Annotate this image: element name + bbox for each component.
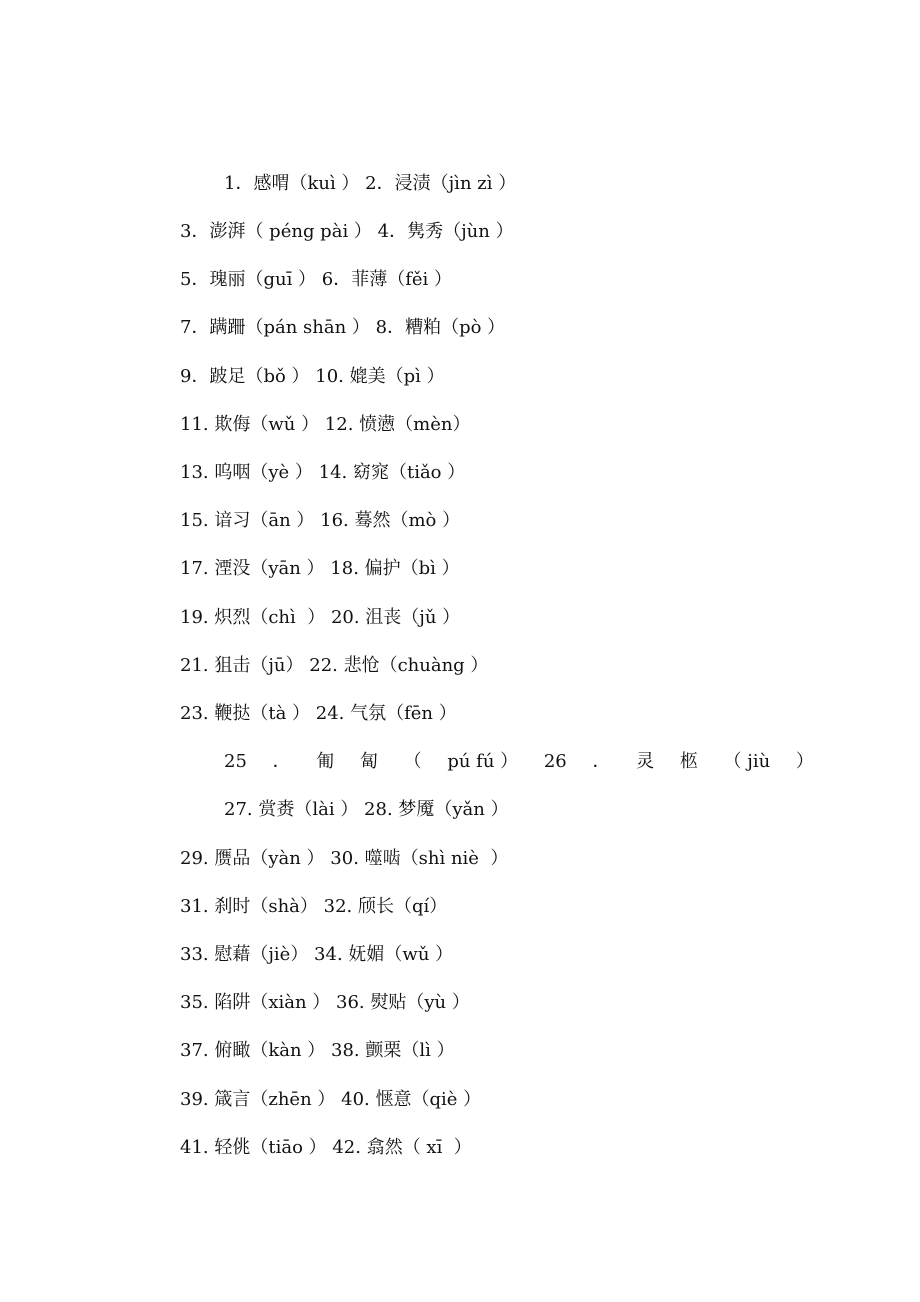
- vocab-line-3: 3．澎湃（ péng pài ） 4．隽秀（jùn ）: [180, 221, 514, 242]
- vocab-line-19: 19. 炽烈（chì ） 20. 沮丧（jǔ ）: [180, 607, 461, 628]
- line25-part: 匍: [316, 751, 335, 772]
- vocab-line-39: 39. 箴言（zhēn ） 40. 惬意（qiè ）: [180, 1089, 482, 1110]
- vocab-line-27: 27. 赏赉（lài ） 28. 梦魇（yǎn ）: [224, 799, 509, 820]
- vocab-line-1: 1．感喟（kuì ） 2．浸渍（jìn zì ）: [224, 173, 517, 194]
- line25-part: ）: [795, 751, 814, 772]
- vocab-line-17: 17. 湮没（yān ） 18. 偏护（bì ）: [180, 558, 460, 579]
- vocab-line-33: 33. 慰藉（jiè） 34. 妩媚（wǔ ）: [180, 944, 454, 965]
- vocab-line-15: 15. 谙习（ān ） 16. 蓦然（mò ）: [180, 510, 461, 531]
- vocab-line-9: 9．跛足（bǒ ） 10. 媲美（pì ）: [180, 366, 445, 387]
- vocab-line-23: 23. 鞭挞（tà ） 24. 气氛（fēn ）: [180, 703, 457, 724]
- line25-part: ．: [592, 751, 611, 772]
- line25-part: pú fú ）: [447, 751, 519, 772]
- vocab-line-5: 5．瑰丽（guī ） 6．菲薄（fěi ）: [180, 269, 453, 290]
- vocab-line-35: 35. 陷阱（xiàn ） 36. 熨贴（yù ）: [180, 992, 470, 1013]
- line25-part: 匐: [359, 751, 378, 772]
- vocab-line-29: 29. 赝品（yàn ） 30. 噬啮（shì niè ）: [180, 848, 509, 869]
- line25-part: 26: [543, 751, 567, 772]
- line25-part: 25: [224, 751, 247, 772]
- vocab-line-37: 37. 俯瞰（kàn ） 38. 颤栗（lì ）: [180, 1040, 455, 1061]
- vocab-line-13: 13. 呜咽（yè ） 14. 窈窕（tiǎo ）: [180, 462, 466, 483]
- line25-part: （ jiù: [723, 751, 771, 772]
- line25-part: 柩: [679, 751, 698, 772]
- vocab-line-11: 11. 欺侮（wǔ ） 12. 愤懑（mèn）: [180, 414, 471, 435]
- line25-part: ．: [272, 751, 291, 772]
- vocab-line-31: 31. 刹时（shà） 32. 颀长（qí）: [180, 896, 448, 917]
- line25-part: （: [403, 751, 422, 772]
- line25-part: 灵: [636, 751, 655, 772]
- vocab-line-41: 41. 轻佻（tiāo ） 42. 翕然（ xī ）: [180, 1137, 472, 1158]
- vocab-line-25: [224, 750, 814, 774]
- vocab-line-21: 21. 狙击（jū） 22. 悲怆（chuàng ）: [180, 655, 489, 676]
- vocab-line-7: 7．蹒跚（pán shān ） 8．糟粕（pò ）: [180, 317, 506, 338]
